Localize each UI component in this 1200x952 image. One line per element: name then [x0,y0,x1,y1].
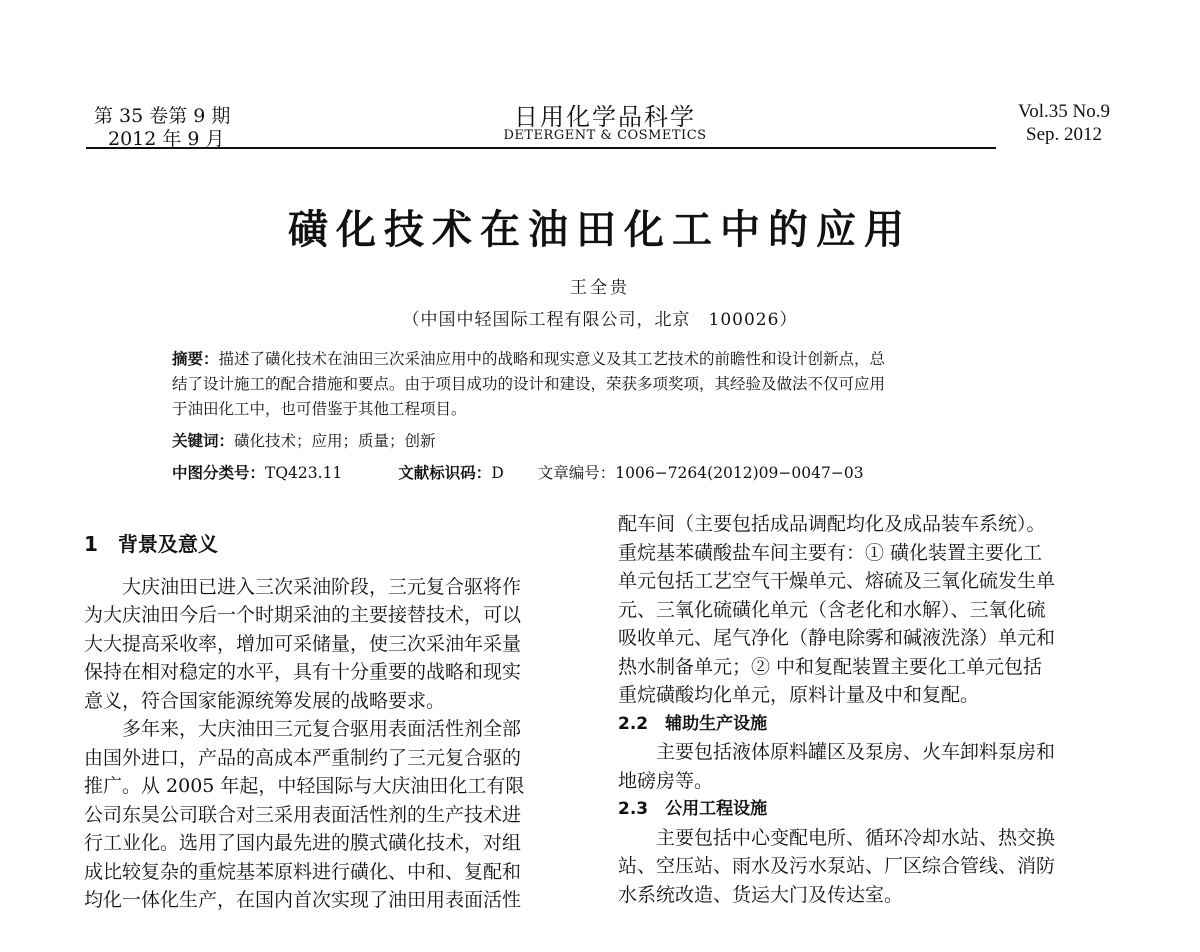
paragraph [84,715,584,915]
text-line: 大庆油田已进入三次采油阶段，三元复合驱将作 [122,575,522,598]
left-column [84,530,584,915]
journal-title: 日用化学品科学 [514,103,696,131]
paragraph [84,573,584,716]
article-no-value: 1006−7264(2012)09−0047−03 [615,464,864,482]
section-heading: 1 背景及意义 [84,532,218,556]
text-line: 意义，符合国家能源统筹发展的战略要求。 [84,689,446,712]
classification-row [172,461,864,483]
subsection-heading: 2.2 辅助生产设施 [618,713,768,734]
text-line: 单元包括工艺空气干燥单元、熔硫及三氧化硫发生单 [618,570,1056,592]
text-line: 成比较复杂的重烷基苯原料进行磺化、中和、复配和 [84,860,522,883]
abstract-text: 描述了磺化技术在油田三次采油应用中的战略和现实意义及其工艺技术的前瞻性和设计创新点，总 [218,350,886,368]
text-line: 推广。从 2005 年起，中轻国际与大庆油田化工有限 [84,775,525,797]
text-line: 吸收单元、尾气净化（静电除雾和碱液洗涤）单元和 [618,627,1056,649]
text-line: 大大提高采收率，增加可采储量，使三次采油年采量 [84,632,522,655]
text-line: 地磅房等。 [618,769,714,792]
right-column [618,510,1130,909]
text-line: 重烷基苯磺酸盐车间主要有：① 磺化装置主要化工 [618,541,1043,564]
journal-title-en: DETERGENT & COSMETICS [503,128,707,143]
keywords: 磺化技术；应用；质量；创新 [234,432,436,450]
text-line: 元、三氧化硫磺化单元（含老化和水解）、三氧化硫 [618,598,1046,621]
date-en: Sep. 2012 [1026,124,1102,145]
subsection-heading: 2.3 公用工程设施 [618,799,768,819]
clc-value: TQ423.11 [265,464,343,482]
clc-label: 中图分类号： [172,463,266,482]
text-line: 主要包括液体原料罐区及泵房、火车卸料泵房和 [656,741,1056,763]
keywords-label: 关键词： [172,431,235,450]
text-line: 均化一体化生产，在国内首次实现了油田用表面活性 [84,889,522,911]
paragraph [618,824,1130,910]
volume-en: Vol.35 No.9 [1017,101,1110,122]
author: 王全贵 [570,278,630,298]
abstract-line: 于油田化工中，也可借鉴于其他工程项目。 [172,400,467,418]
article-no-label: 文章编号： [537,464,616,482]
text-line: 为大庆油田今后一个时期采油的主要接替技术，可以 [84,604,522,626]
issue-number: 第 35 卷第 9 期 [94,105,231,127]
abstract-label: 摘要： [172,349,219,368]
text-line: 由国外进口，产品的高成本严重制约了三元复合驱的 [84,746,522,769]
text-line: 水系统改造、货运大门及传达室。 [618,883,904,906]
abstract-line: 结了设计施工的配合措施和要点。由于项目成功的设计和建设，荣获多项奖项，其经验及做法不仅可应用 [172,375,886,393]
abstract-line [172,347,885,371]
text-line: 主要包括中心变配电所、循环冷却水站、热交换 [656,826,1056,849]
text-line: 站、空压站、雨水及污水泵站、厂区综合管线、消防 [618,855,1056,877]
text-line: 行工业化。选用了国内最先进的膜式磺化技术，对组 [84,832,522,854]
doc-code-value: D [491,464,504,482]
paragraph [618,510,1130,710]
doc-code-label: 文献标识码： [398,463,492,482]
text-line: 热水制备单元；② 中和复配装置主要化工单元包括 [618,655,1043,678]
paragraph [618,738,1130,795]
text-line: 多年来，大庆油田三元复合驱用表面活性剂全部 [122,718,522,740]
header-rule [86,147,996,149]
text-line: 保持在相对稳定的水平，具有十分重要的战略和现实 [84,661,522,683]
issue-date: 2012 年 9 月 [108,128,225,150]
article-title: 磺化技术在油田化工中的应用 [288,206,912,253]
affiliation: （中国中轻国际工程有限公司，北京 100026） [402,310,798,330]
text-line: 配车间（主要包括成品调配均化及成品装车系统）。 [618,513,1046,535]
text-line: 重烷磺酸均化单元，原料计量及中和复配。 [618,684,980,706]
text-line: 公司东昊公司联合对三采用表面活性剂的生产技术进 [84,803,522,826]
keywords-line [172,429,436,453]
